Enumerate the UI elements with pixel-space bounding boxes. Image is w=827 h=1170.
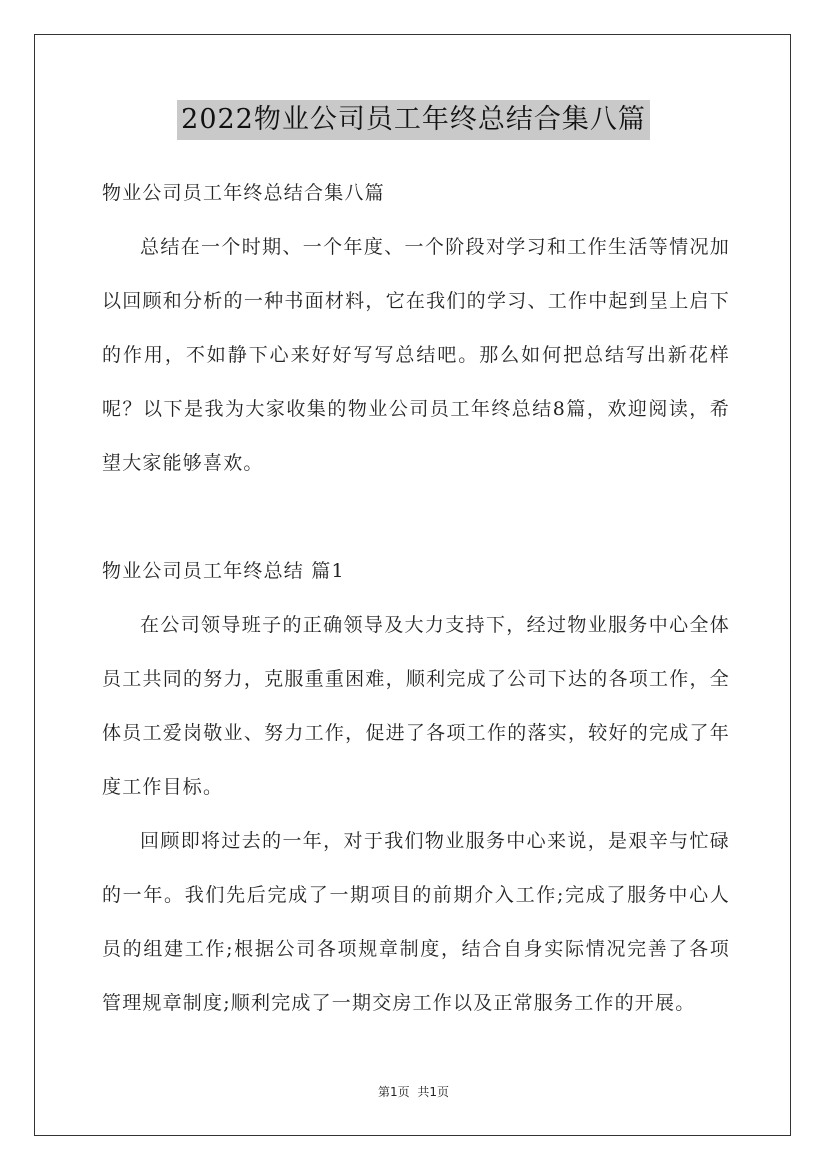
page-footer (0, 1083, 827, 1100)
document-title: 2022物业公司员工年终总结合集八篇 (177, 100, 650, 140)
body-paragraph-2: 回顾即将过去的一年，对于我们物业服务中心来说，是艰辛与忙碌的一年。我们先后完成了一期项目的前期介入工作;完成了服务中心人员的组建工作;根据公司各项规章制度，结合自身实际情况完善了各项管理规章制度;顺利完成了一期交房工作以及正常服务工作的开展。 (102, 830, 730, 1014)
document-subtitle: 物业公司员工年终总结合集八篇 (102, 182, 385, 204)
title-container (0, 100, 827, 140)
page-number: 第1页 (377, 1085, 410, 1099)
body-paragraph-1: 在公司领导班子的正确领导及大力支持下，经过物业服务中心全体员工共同的努力，克服重重困难，顺利完成了公司下达的各项工作，全体员工爱岗敬业、努力工作，促进了各项工作的落实，较好的完成了年度工作目标。 (102, 614, 730, 798)
page-total: 共1页 (417, 1085, 450, 1099)
section-heading: 物业公司员工年终总结 篇1 (102, 560, 345, 582)
intro-paragraph: 总结在一个时期、一个年度、一个阶段对学习和工作生活等情况加以回顾和分析的一种书面材料，它在我们的学习、工作中起到呈上启下的作用，不如静下心来好好写写总结吧。那么如何把总结写出新花样呢？以下是我为大家收集的物业公司员工年终总结8篇，欢迎阅读，希望大家能够喜欢。 (102, 236, 730, 474)
